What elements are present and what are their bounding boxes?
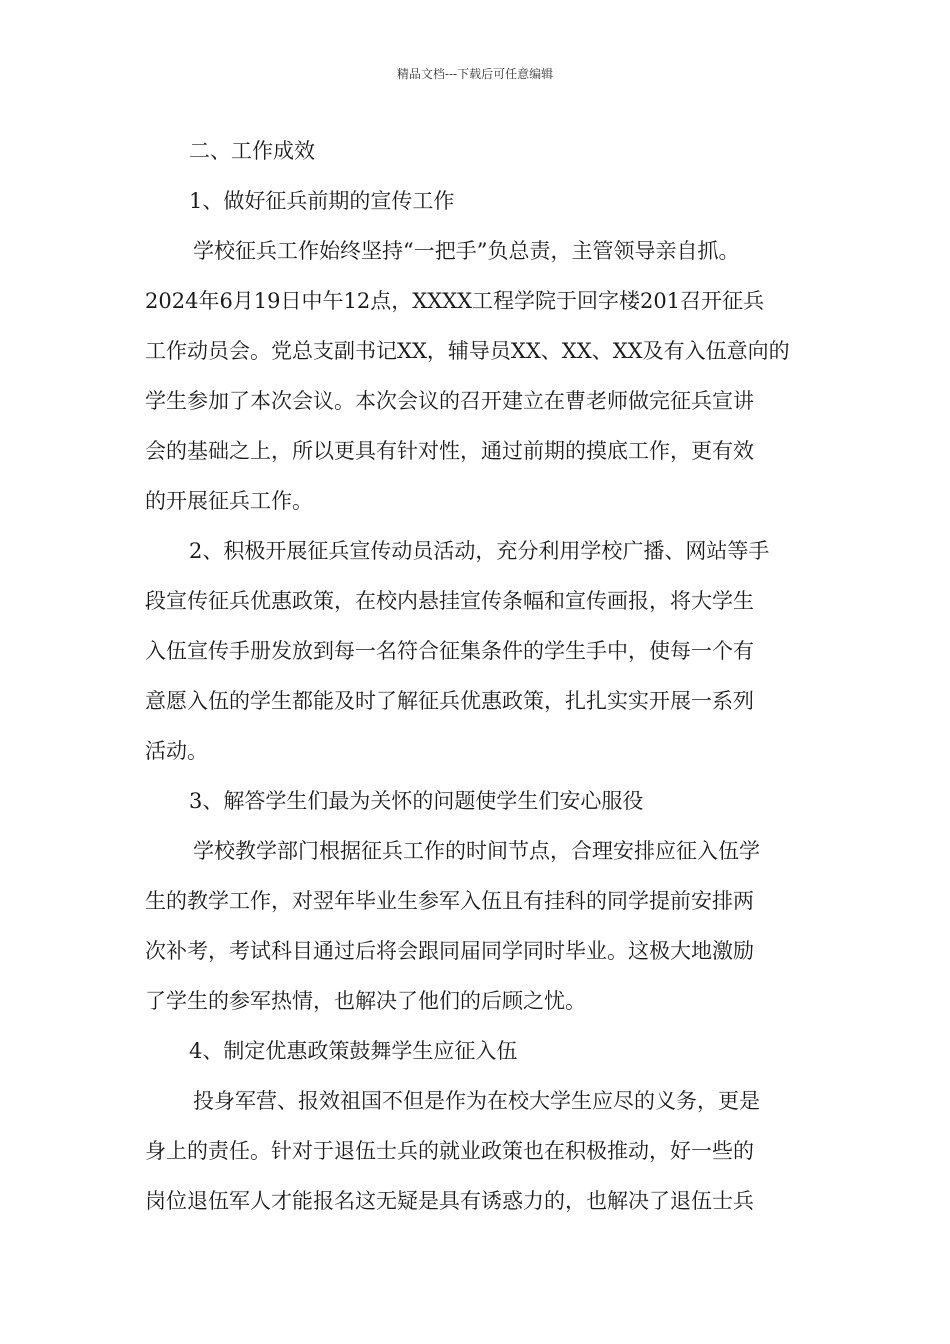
- paragraph-line: 的开展征兵工作。: [145, 489, 313, 513]
- paragraph-line: 活动。: [145, 739, 208, 763]
- paragraph-line: 2024年6月19日中午12点，XXXX工程学院于回字楼201召开征兵: [145, 289, 765, 313]
- paragraph-line: 学校征兵工作始终坚持“一把手”负总责，主管领导亲自抓。: [193, 239, 740, 263]
- paragraph-line: 身上的责任。针对于退伍士兵的就业政策也在积极推动，好一些的: [145, 1139, 754, 1163]
- paragraph-line: 段宣传征兵优惠政策，在校内悬挂宣传条幅和宣传画报，将大学生: [145, 589, 754, 613]
- paragraph-line: 学校教学部门根据征兵工作的时间节点，合理安排应征入伍学: [193, 839, 760, 863]
- paragraph-line: 生的教学工作，对翌年毕业生参军入伍且有挂科的同学提前安排两: [145, 889, 754, 913]
- paragraph-line: 工作动员会。党总支副书记XX，辅导员XX、XX、XX及有入伍意向的: [145, 339, 790, 363]
- subsection-heading: 3、解答学生们最为关怀的问题使学生们安心服役: [189, 789, 644, 813]
- subsection-heading: 1、做好征兵前期的宣传工作: [189, 189, 455, 213]
- subsection-heading: 4、制定优惠政策鼓舞学生应征入伍: [189, 1039, 518, 1063]
- paragraph-line: 投身军营、报效祖国不但是作为在校大学生应尽的义务，更是: [193, 1089, 760, 1113]
- paragraph-line: 2、积极开展征兵宣传动员活动，充分利用学校广播、网站等手: [189, 539, 770, 563]
- paragraph-line: 学生参加了本次会议。本次会议的召开建立在曹老师做完征兵宣讲: [145, 389, 754, 413]
- section-heading: 二、工作成效: [189, 139, 315, 163]
- paragraph-line: 入伍宣传手册发放到每一名符合征集条件的学生手中，使每一个有: [145, 639, 754, 663]
- paragraph-line: 会的基础之上，所以更具有针对性，通过前期的摸底工作，更有效: [145, 439, 754, 463]
- paragraph-line: 了学生的参军热情，也解决了他们的后顾之忧。: [145, 989, 586, 1013]
- page-header: 精品文档---下载后可任意编辑: [396, 67, 554, 81]
- document-body: [145, 126, 810, 1226]
- paragraph-line: 次补考，考试科目通过后将会跟同届同学同时毕业。这极大地激励: [145, 939, 754, 963]
- paragraph-line: 意愿入伍的学生都能及时了解征兵优惠政策，扎扎实实开展一系列: [145, 689, 754, 713]
- paragraph-line: 岗位退伍军人才能报名这无疑是具有诱惑力的，也解决了退伍士兵: [145, 1189, 754, 1213]
